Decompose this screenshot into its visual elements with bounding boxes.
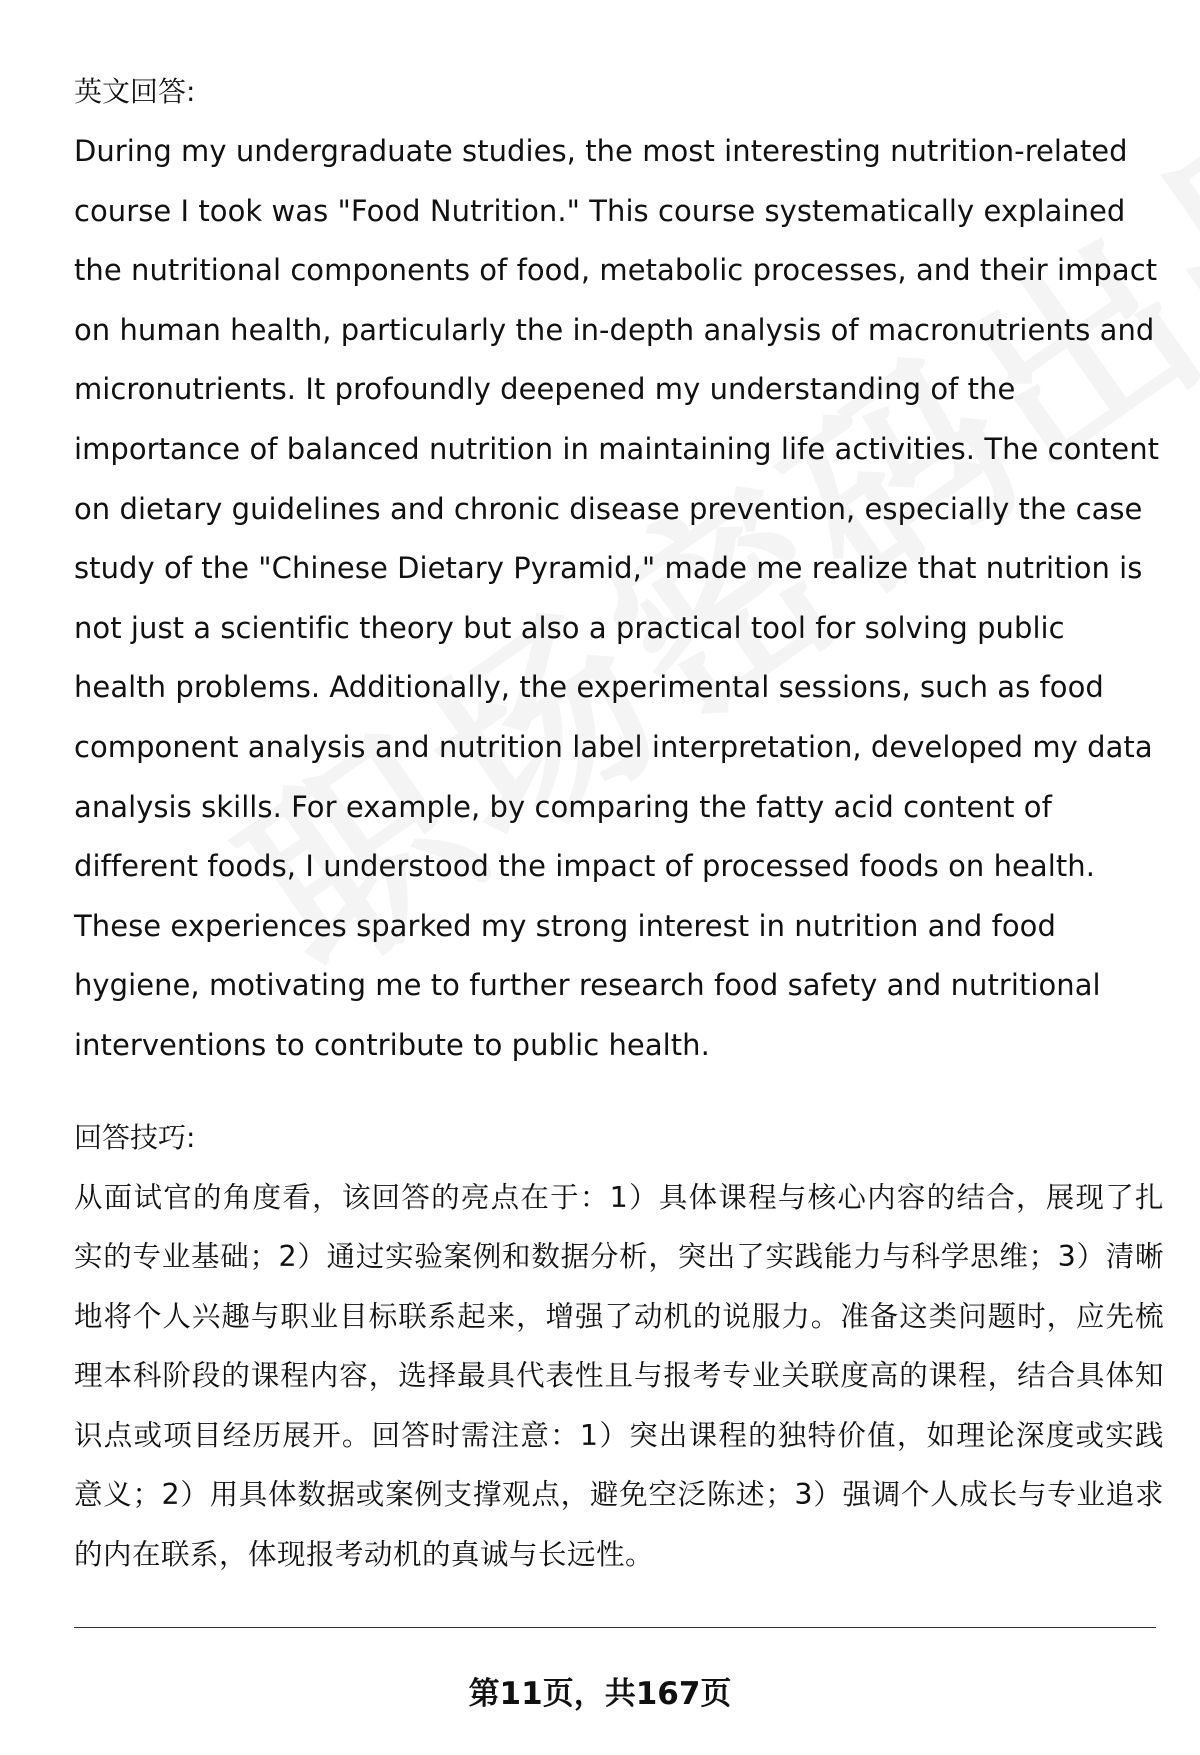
footer-divider <box>74 1627 1156 1628</box>
page-content <box>74 62 1164 1585</box>
page-number: 第11页，共167页 <box>468 1676 732 1712</box>
english-answer-text: During my undergraduate studies, the most interesting nutrition-related course I took was "Food Nutrition." This course systematically explained the nutritional components of food, metabolic processes, and their impact on human health, particularly the in-depth analysis of macronutrients and micronutrients. It profoundly deepened my understanding of the importance of balanced nutrition in maintaining life activities. The content on dietary guidelines and chronic disease prevention, especially the case study of the "Chinese Dietary Pyramid," made me realize that nutrition is not just a scientific theory but also a practical tool for solving public health problems. Additionally, the experimental sessions, such as food component analysis and nutrition label interpretation, developed my data analysis skills. For example, by comparing the fatty acid content of different foods, I understood the impact of processed foods on health. These experiences sparked my strong interest in nutrition and food hygiene, motivating me to further research food safety and nutritional interventions to contribute to public health. <box>74 134 1160 1062</box>
answer-tips-text: 从面试官的角度看，该回答的亮点在于：1）具体课程与核心内容的结合，展现了扎实的专业基础；2）通过实验案例和数据分析，突出了实践能力与科学思维；3）清晰地将个人兴趣与职业目标联系起来，增强了动机的说服力。准备这类问题时，应先梳理本科阶段的课程内容，选择最具代表性且与报考专业关联度高的课程，结合具体知识点或项目经历展开。回答时需注意：1）突出课程的独特价值，如理论深度或实践意义；2）用具体数据或案例支撑观点，避免空泛陈述；3）强调个人成长与专业追求的内在联系，体现报考动机的真诚与长远性。 <box>74 1180 1164 1572</box>
answer-tips-heading: 回答技巧: <box>74 1120 196 1154</box>
english-answer-heading: 英文回答: <box>74 75 196 108</box>
